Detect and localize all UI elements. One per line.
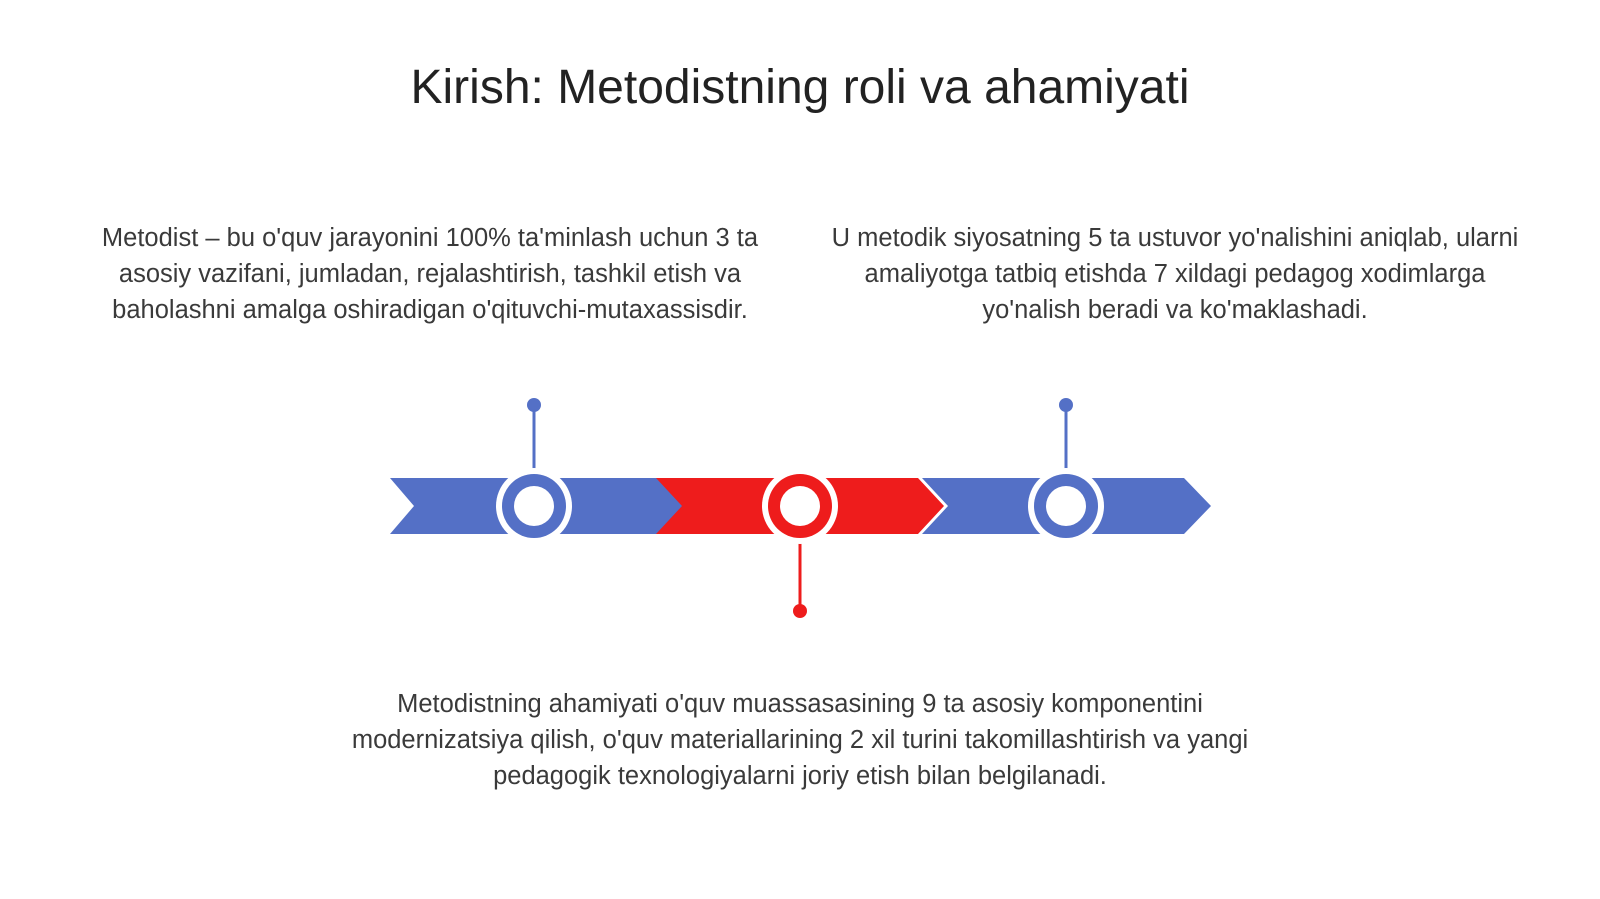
slide-title: Kirish: Metodistning roli va ahamiyati <box>410 61 1190 114</box>
timeline-ring-1 <box>496 468 572 544</box>
timeline-dot-1 <box>527 398 541 412</box>
text-block-bottom: Metodistning ahamiyati o'quv muassasasining 9 ta asosiy komponentini modernizatsiya qilish, o'quv materiallarining 2 xil turini takomillashtirish va yangi pedagogik texnologiyalarni joriy etish bilan belgilanadi. <box>351 690 1249 790</box>
timeline-ring-2 <box>762 468 838 544</box>
timeline-dot-3 <box>1059 398 1073 412</box>
timeline-dot-2 <box>793 604 807 618</box>
text-block-top-right: U metodik siyosatning 5 ta ustuvor yo'nalishini aniqlab, ularni amaliyotga tatbiq etishda 7 xildagi pedagog xodimlarga yo'nalish beradi va ko'maklashadi. <box>831 224 1519 324</box>
timeline-ring-3 <box>1028 468 1104 544</box>
text-block-top-left: Metodist – bu o'quv jarayonini 100% ta'minlash uchun 3 ta asosiy vazifani, jumladan, rejalashtirish, tashkil etish va baholashni amalga oshiradigan o'qituvchi-mutaxassisdir. <box>101 224 759 324</box>
